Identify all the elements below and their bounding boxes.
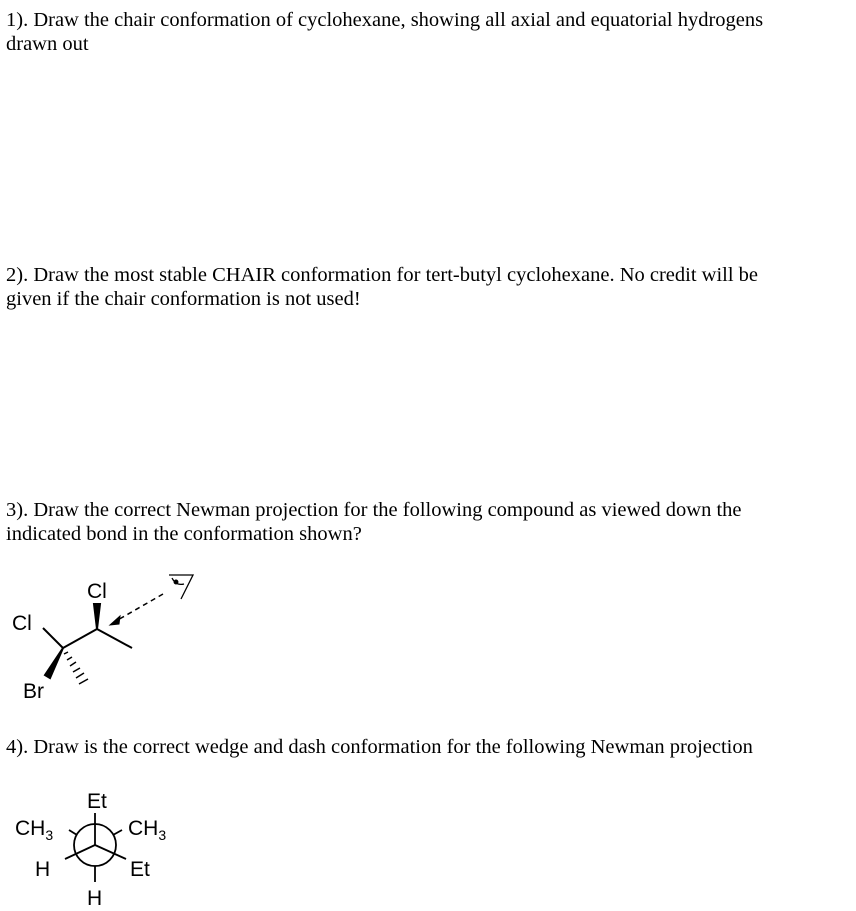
question-1-line-1: 1). Draw the chair conformation of cyclohexane, showing all axial and equatorial hydrogens [6, 9, 764, 31]
front-bond-right [95, 845, 126, 859]
question-3-line-1: 3). Draw the correct Newman projection for the following compound as viewed down the [6, 499, 742, 521]
question-2-line-2: given if the chair conformation is not used! [6, 288, 361, 310]
back-bond-left [69, 830, 77, 835]
wedge-bond-c2-cl [94, 604, 100, 629]
question-2-line-1: 2). Draw the most stable CHAIR conformation for tert-butyl cyclohexane. No credit will be [6, 264, 759, 286]
bond-c1-cl [43, 628, 63, 648]
question-3-line-2: indicated bond in the conformation shown? [6, 523, 362, 545]
question-4-line-1: 4). Draw is the correct wedge and dash conformation for the following Newman projection [6, 736, 753, 758]
newman-projection [65, 813, 126, 882]
newman-front-left: H [35, 858, 51, 881]
arrow-head [110, 616, 120, 625]
atom-br: Br [23, 680, 44, 703]
eye-icon [169, 575, 193, 599]
newman-back-right: $CH_3$ [128, 817, 167, 843]
newman-back-bottom: H [87, 887, 103, 910]
molecule-3-structure [43, 575, 193, 684]
bond-c1-c2 [63, 629, 97, 648]
bond-c2-methyl [97, 629, 132, 648]
question-1-line-2: drawn out [6, 33, 89, 55]
viewing-arrow [116, 594, 163, 621]
atom-cl-top: Cl [87, 580, 107, 603]
newman-front-right: Et [130, 858, 150, 881]
wedge-bond-c1-br [45, 648, 63, 678]
front-bond-left [65, 845, 95, 859]
back-bond-right [113, 830, 122, 835]
dash-bond-c1-methyl [64, 652, 88, 684]
newman-front-top: Et [87, 790, 107, 813]
newman-back-left: $CH_3$ [15, 817, 54, 843]
atom-cl-left: Cl [12, 612, 32, 635]
